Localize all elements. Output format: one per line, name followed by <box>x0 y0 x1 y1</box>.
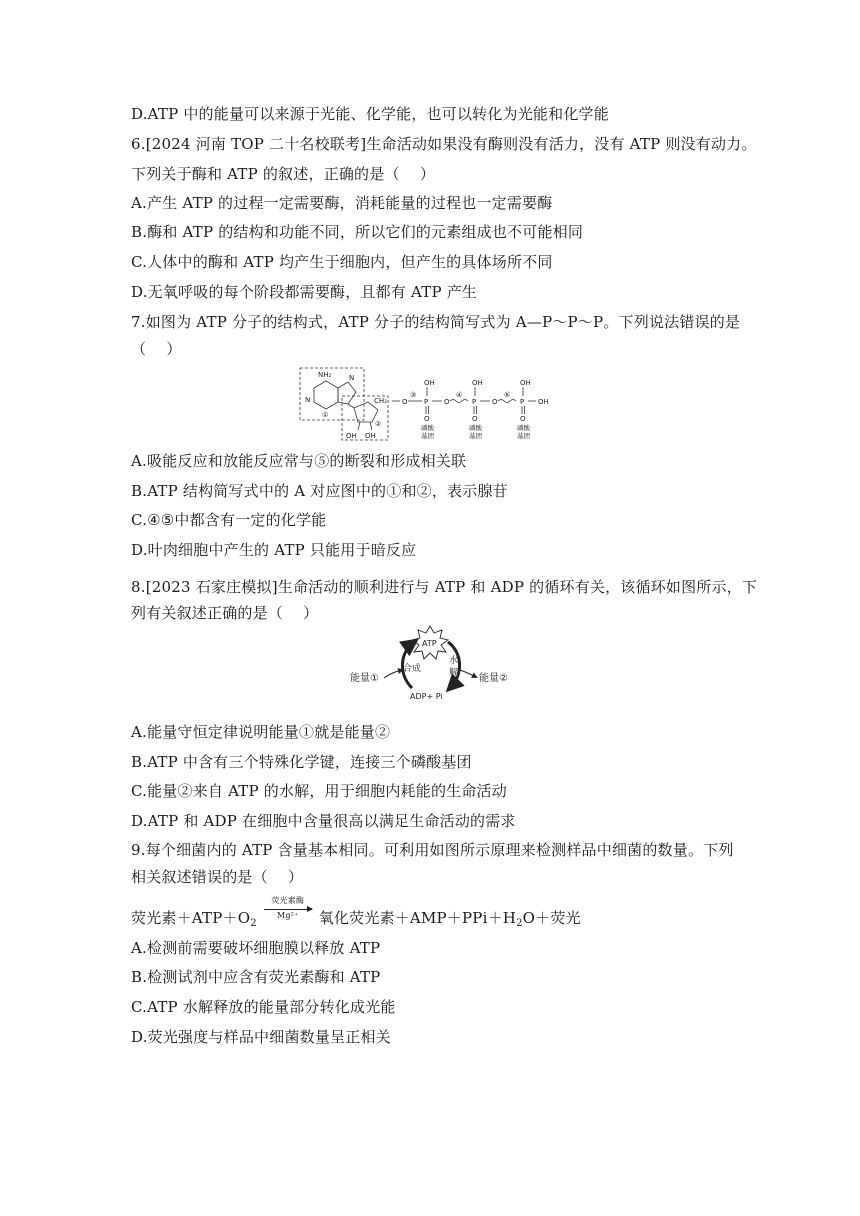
oh-label-2: OH <box>365 432 376 440</box>
hydrolysis-label-2: 解 <box>449 668 459 678</box>
svg-text:O: O <box>520 415 526 423</box>
adenine-box <box>300 368 364 420</box>
svg-text:基团: 基团 <box>469 432 482 440</box>
adp-pi-label: ADP+ Pi <box>410 692 443 701</box>
q9-option-c: C.ATP 水解释放的能量部分转化成光能 <box>131 998 396 1016</box>
q8-option-a: A.能量守恒定律说明能量①就是能量② <box>131 723 391 741</box>
o-label-3: O <box>492 398 498 406</box>
svg-text:O: O <box>472 415 478 423</box>
circle-label-4: ④ <box>456 391 463 399</box>
q9-stem-cont: 相关叙述错误的是（ ） <box>131 868 304 886</box>
svg-text:OH: OH <box>424 379 435 387</box>
energy-out-label: 能量② <box>479 673 508 684</box>
oh-label-1: OH <box>346 432 357 440</box>
svg-text:P: P <box>472 398 477 406</box>
q7-stem-cont: （ ） <box>131 340 182 358</box>
arrow-shaft <box>264 909 312 910</box>
o-label-2: O <box>444 398 450 406</box>
phosphate-1 <box>421 379 435 440</box>
svg-text:P: P <box>520 398 525 406</box>
q5-option-d: D.ATP 中的能量可以来源于光能、化学能，也可以转化为光能和化学能 <box>131 105 609 123</box>
q9-option-d: D.荧光强度与样品中细菌数量呈正相关 <box>131 1028 391 1046</box>
equation-right-a: 氧化荧光素＋AMP＋PPi＋H <box>318 909 517 927</box>
q9-option-a: A.检测前需要破坏细胞膜以释放 ATP <box>131 939 381 957</box>
q7-option-a: A.吸能反应和放能反应常与⑤的断裂和形成相关联 <box>131 452 467 470</box>
oh-label-end: OH <box>538 398 549 406</box>
o-label-1: O <box>402 398 408 406</box>
q8-stem: 8.[2023 石家庄模拟]生命活动的顺利进行与 ATP 和 ADP 的循环有关，该循环如图所示，下 <box>131 578 758 596</box>
q6-option-d: D.无氧呼吸的每个阶段都需要酶，且都有 ATP 产生 <box>131 283 478 301</box>
circle-label-3: ③ <box>410 391 417 399</box>
atp-structure-figure <box>296 364 560 444</box>
reaction-arrow <box>262 896 314 928</box>
n-label-1: N <box>305 396 311 404</box>
svg-text:基团: 基团 <box>517 432 530 440</box>
svg-text:P: P <box>424 398 429 406</box>
n-label-2: N <box>349 374 355 382</box>
arrow-top-label: 荧光素酶 <box>271 896 305 905</box>
svg-text:基团: 基团 <box>421 432 434 440</box>
q8-option-c: C.能量②来自 ATP 的水解，用于细胞内耗能的生命活动 <box>131 782 507 800</box>
q7-stem: 7.如图为 ATP 分子的结构式，ATP 分子的结构简写式为 A—P～P～P。下列说法错误的是 <box>131 313 741 331</box>
hydrolysis-label-1: 水 <box>449 656 459 666</box>
o2-subscript: 2 <box>250 918 257 929</box>
q6-option-b: B.酶和 ATP 的结构和功能不同，所以它们的元素组成也不可能相同 <box>131 223 584 241</box>
q7-option-c: C.④⑤中都含有一定的化学能 <box>131 511 327 529</box>
phosphate-3 <box>517 379 531 440</box>
svg-text:磷酸: 磷酸 <box>469 424 482 432</box>
ch2-label: CH₂ <box>374 397 387 405</box>
q6-stem-cont: 下列关于酶和 ATP 的叙述，正确的是（ ） <box>131 165 436 183</box>
atp-adp-cycle-figure <box>346 624 518 704</box>
q6-option-c: C.人体中的酶和 ATP 均产生于细胞内，但产生的具体场所不同 <box>131 253 553 271</box>
circle-label-1: ① <box>322 411 329 419</box>
h2o-subscript: 2 <box>516 918 523 929</box>
q7-option-d: D.叶肉细胞中产生的 ATP 只能用于暗反应 <box>131 541 417 559</box>
svg-text:OH: OH <box>472 379 483 387</box>
q6-stem: 6.[2024 河南 TOP 二十名校联考]生命活动如果没有酶则没有活力，没有 ATP 则没有动力。 <box>131 135 757 153</box>
reaction-equation <box>131 896 581 934</box>
svg-text:O: O <box>424 415 430 423</box>
svg-text:磷酸: 磷酸 <box>517 424 530 432</box>
circle-label-2: ② <box>375 420 382 428</box>
equation-left: 荧光素＋ATP＋O <box>131 909 251 927</box>
equation-right-b: O＋荧光 <box>522 909 581 927</box>
svg-text:OH: OH <box>520 379 531 387</box>
synthesis-label: 合成 <box>403 664 422 674</box>
q8-stem-cont: 列有关叙述正确的是（ ） <box>131 604 319 622</box>
q7-option-b: B.ATP 结构简写式中的 A 对应图中的①和②，表示腺苷 <box>131 482 508 500</box>
arrow-bottom-label: Mg²⁺ <box>276 911 299 920</box>
circle-label-5: ⑤ <box>504 391 511 399</box>
q6-option-a: A.产生 ATP 的过程一定需要酶，消耗能量的过程也一定需要酶 <box>131 194 553 212</box>
svg-text:磷酸: 磷酸 <box>421 424 434 432</box>
q9-stem: 9.每个细菌内的 ATP 含量基本相同。可利用如图所示原理来检测样品中细菌的数量。下列 <box>131 841 734 859</box>
energy-in-label: 能量① <box>350 673 379 684</box>
q8-option-b: B.ATP 中含有三个特殊化学键，连接三个磷酸基团 <box>131 753 472 771</box>
q9-option-b: B.检测试剂中应含有荧光素酶和 ATP <box>131 968 381 986</box>
phosphate-2 <box>469 379 483 440</box>
q8-option-d: D.ATP 和 ADP 在细胞中含量很高以满足生命活动的需求 <box>131 812 516 830</box>
nh2-label: NH₂ <box>318 371 332 379</box>
atp-label: ATP <box>422 639 437 648</box>
